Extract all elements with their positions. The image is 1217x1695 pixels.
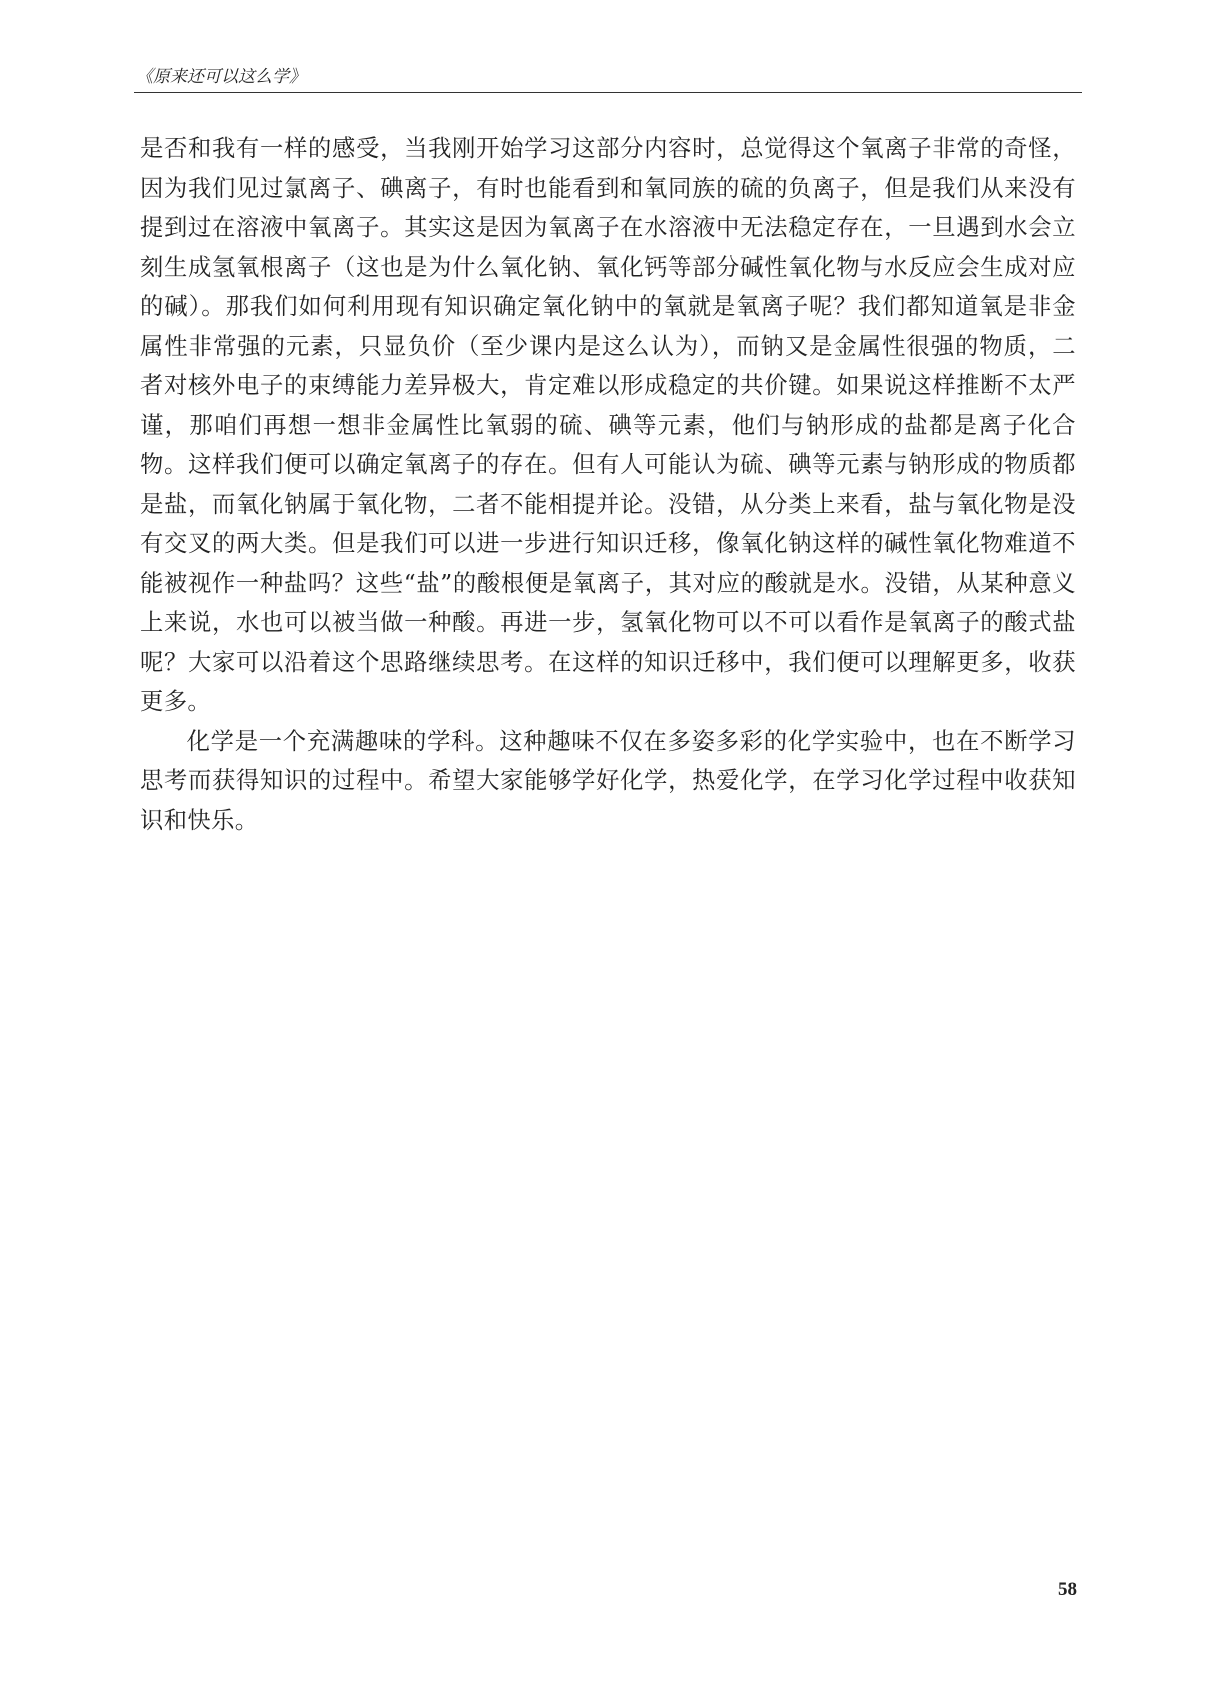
paragraph-conclusion: 化学是一个充满趣味的学科。这种趣味不仅在多姿多彩的化学实验中，也在不断学习思考而获得知识的过程中。希望大家能够学好化学，热爱化学，在学习化学过程中收获知识和快乐。 (140, 727, 1076, 834)
book-title: 《原来还可以这么学》 (136, 67, 306, 87)
page-number: 58 (1058, 1579, 1077, 1600)
header-rule (134, 92, 1082, 93)
body-text (140, 129, 1076, 840)
paragraph-continued: 是否和我有一样的感受，当我刚开始学习这部分内容时，总觉得这个氧离子非常的奇怪，因为我们见过氯离子、碘离子，有时也能看到和氧同族的硫的负离子，但是我们从来没有提到过在溶液中氧离子。其实这是因为氧离子在水溶液中无法稳定存在，一旦遇到水会立刻生成氢氧根离子（这也是为什么氧化钠、氧化钙等部分碱性氧化物与水反应会生成对应的碱）。那我们如何利用现有知识确定氧化钠中的氧就是氧离子呢？我们都知道氧是非金属性非常强的元素，只显负价（至少课内是这么认为），而钠又是金属性很强的物质，二者对核外电子的束缚能力差异极大，肯定难以形成稳定的共价键。如果说这样推断不太严谨，那咱们再想一想非金属性比氧弱的硫、碘等元素，他们与钠形成的盐都是离子化合物。这样我们便可以确定氧离子的存在。但有人可能认为硫、碘等元素与钠形成的物质都是盐，而氧化钠属于氧化物，二者不能相提并论。没错，从分类上来看，盐与氧化物是没有交叉的两大类。但是我们可以进一步进行知识迁移，像氧化钠这样的碱性氧化物难道不能被视作一种盐吗？这些“盐”的酸根便是氧离子，其对应的酸就是水。没错，从某种意义上来说，水也可以被当做一种酸。再进一步，氢氧化物可以不可以看作是氧离子的酸式盐呢？大家可以沿着这个思路继续思考。在这样的知识迁移中，我们便可以理解更多，收获更多。 (140, 135, 1076, 715)
running-header (134, 66, 1082, 96)
